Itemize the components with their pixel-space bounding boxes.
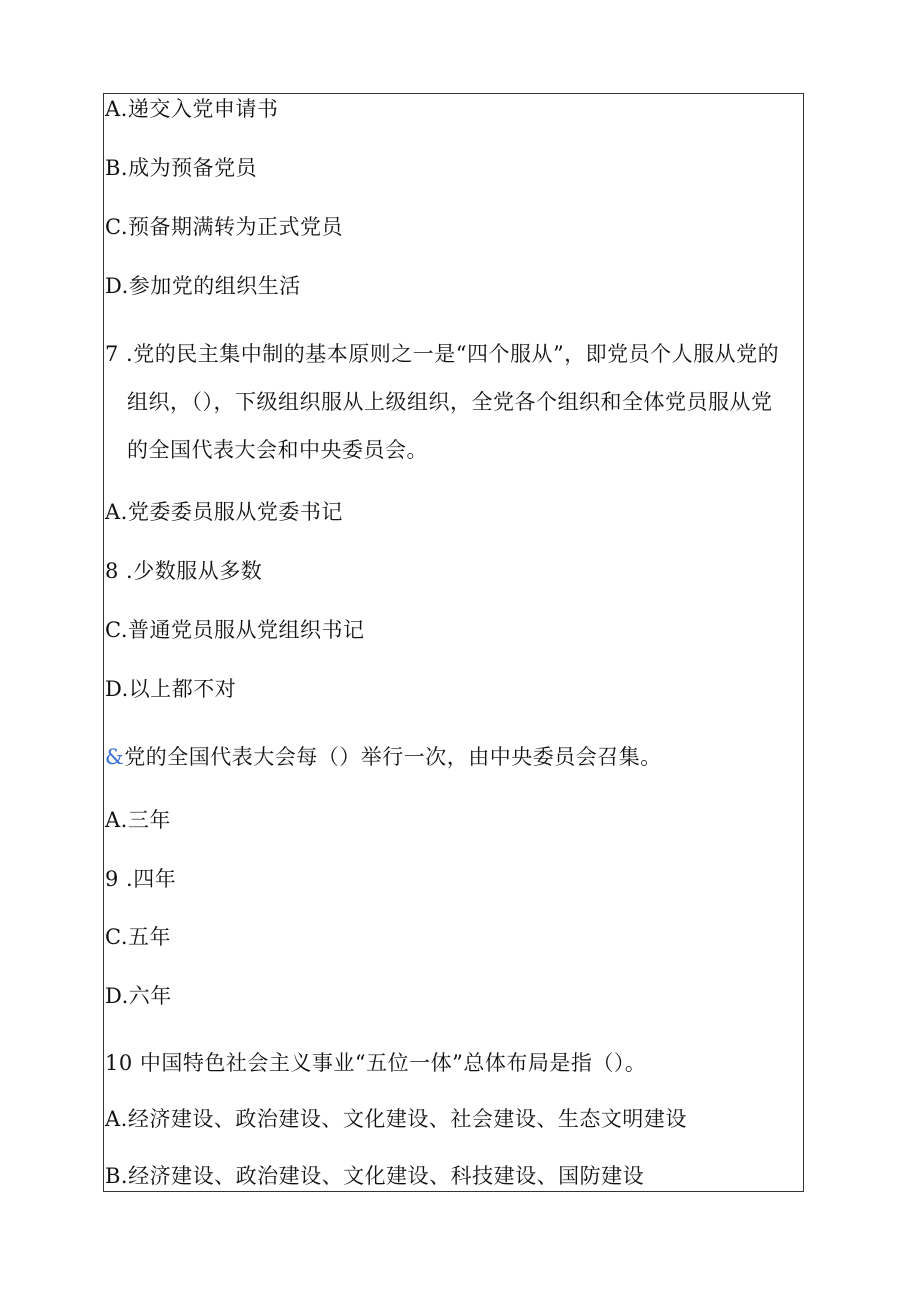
option-a-q10: A.经济建设、政治建设、文化建设、社会建设、生态文明建设 xyxy=(105,1107,687,1131)
option-c-q7: C.普通党员服从党组织书记 xyxy=(105,618,365,642)
question-7-line-2: 组织，（），下级组织服从上级组织，全党各个组织和全体党员服从党 xyxy=(127,390,773,414)
option-d-q8: D.六年 xyxy=(105,984,172,1008)
option-b-q7: 8 .少数服从多数 xyxy=(105,559,263,583)
question-10: 10 中国特色社会主义事业“五位一体”总体布局是指（）。 xyxy=(105,1051,647,1075)
option-a-q8: A.三年 xyxy=(105,808,171,832)
question-8-text: 党的全国代表大会每（）举行一次，由中央委员会召集。 xyxy=(124,745,662,769)
option-d-q6: D.参加党的组织生活 xyxy=(105,274,301,298)
question-7-line-3: 的全国代表大会和中央委员会。 xyxy=(127,438,428,462)
question-8 xyxy=(105,743,662,771)
question-7-line-1: 7 .党的民主集中制的基本原则之一是“四个服从”，即党员个人服从党的 xyxy=(105,342,780,366)
option-d-q7: D.以上都不对 xyxy=(105,677,237,701)
option-c-q6: C.预备期满转为正式党员 xyxy=(105,215,343,239)
amp-prefix: & xyxy=(105,745,125,769)
option-a-q6: A.递交入党申请书 xyxy=(105,97,279,121)
option-b-q10: B.经济建设、政治建设、文化建设、科技建设、国防建设 xyxy=(105,1164,645,1188)
option-b-q6: B.成为预备党员 xyxy=(105,156,258,180)
option-c-q8: C.五年 xyxy=(105,925,171,949)
option-b-q8: 9 .四年 xyxy=(105,867,177,891)
option-a-q7: A.党委委员服从党委书记 xyxy=(105,500,343,524)
